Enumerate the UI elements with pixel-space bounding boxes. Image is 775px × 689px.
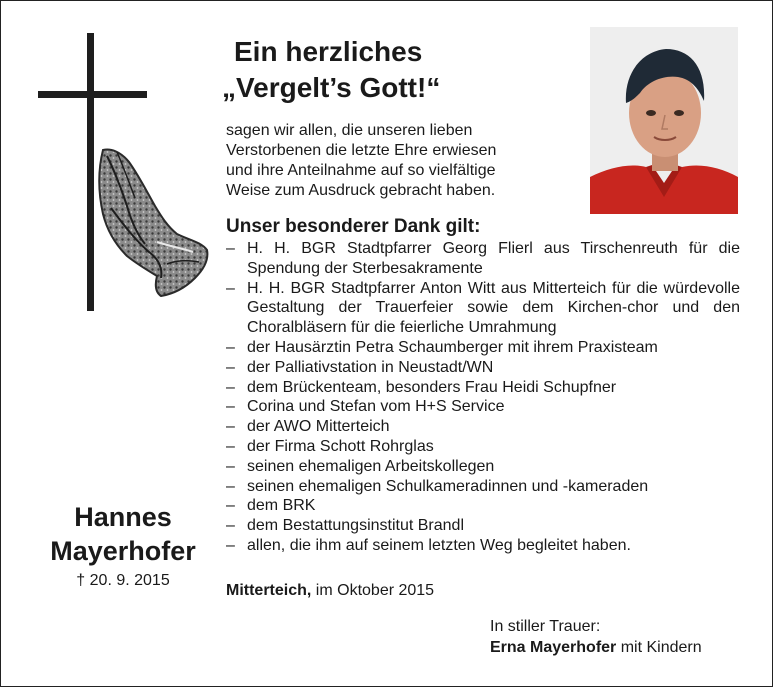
list-item: – dem Bestattungsinstitut Brandl <box>226 517 465 535</box>
intro-line: Verstorbenen die letzte Ehre erwiesen <box>226 142 497 159</box>
list-item: – dem BRK <box>226 497 316 515</box>
dash-icon: – <box>226 418 235 436</box>
dagger-icon: † <box>76 572 86 589</box>
list-item: – seinen ehemaligen Arbeitskollegen <box>226 457 495 475</box>
thanks-list <box>226 239 740 556</box>
deceased-last-name: Mayerhofer <box>50 536 196 566</box>
signature-line: In stiller Trauer: <box>490 618 601 635</box>
intro-text <box>226 121 586 201</box>
dash-icon: – <box>226 497 235 515</box>
death-date-value: 20. 9. 2015 <box>89 572 170 589</box>
headline-line-1: Ein herzliches <box>234 36 423 67</box>
list-item: – der Hausärztin Petra Schaumberger mit ihrem Praxisteam <box>226 338 658 356</box>
deceased-first-name: Hannes <box>74 502 172 532</box>
list-item: – H. H. BGR Stadtpfarrer Anton Witt aus Mitterteich für die würdevolle Gestaltung der Trauerfeier sowie dem Kirchen-chor und den Choralbläsern für die feierliche Umrahmung <box>226 279 740 337</box>
death-date <box>30 572 216 590</box>
signature-suffix: mit Kindern <box>620 639 702 656</box>
deceased-name <box>30 500 216 568</box>
place: Mitterteich, <box>226 582 312 599</box>
list-item: – seinen ehemaligen Schulkameradinnen und -kameraden <box>226 477 649 495</box>
cross-horizontal-bar <box>38 91 147 98</box>
dash-icon: – <box>226 517 235 535</box>
dash-icon: – <box>226 536 235 554</box>
portrait-photo <box>590 27 738 214</box>
dash-icon: – <box>226 457 235 475</box>
list-item: – Corina und Stefan vom H+S Service <box>226 398 505 416</box>
dash-icon: – <box>226 378 235 396</box>
intro-line: sagen wir allen, die unseren lieben <box>226 122 473 139</box>
list-item: – der Palliativstation in Neustadt/WN <box>226 358 494 376</box>
headline <box>222 34 440 106</box>
list-item: – allen, die ihm auf seinem letzten Weg begleitet haben. <box>226 536 631 554</box>
cross-vertical-bar <box>87 33 94 311</box>
praying-hands-icon <box>97 148 209 298</box>
list-item: – dem Brückenteam, besonders Frau Heidi Schupfner <box>226 378 617 396</box>
dash-icon: – <box>226 358 235 376</box>
headline-line-2: „Vergelt’s Gott!“ <box>222 72 441 103</box>
dash-icon: – <box>226 279 235 297</box>
intro-line: und ihre Anteilnahme auf so vielfältige <box>226 162 496 179</box>
intro-line: Weise zum Ausdruck gebracht haben. <box>226 182 496 199</box>
dash-icon: – <box>226 338 235 356</box>
list-item: – H. H. BGR Stadtpfarrer Georg Flierl aus Tirschenreuth für die Spendung der Sterbesakramente <box>226 240 740 277</box>
signature-name: Erna Mayerhofer <box>490 639 617 656</box>
date: im Oktober 2015 <box>315 582 435 599</box>
thanks-title: Unser besonderer Dank gilt: <box>226 216 481 237</box>
list-item: – der AWO Mitterteich <box>226 418 390 436</box>
dash-icon: – <box>226 240 235 257</box>
dash-icon: – <box>226 477 235 495</box>
signature-names <box>490 637 702 658</box>
signature <box>490 616 702 658</box>
dash-icon: – <box>226 398 235 416</box>
list-item: – der Firma Schott Rohrglas <box>226 437 434 455</box>
dash-icon: – <box>226 437 235 455</box>
place-date <box>226 582 434 600</box>
